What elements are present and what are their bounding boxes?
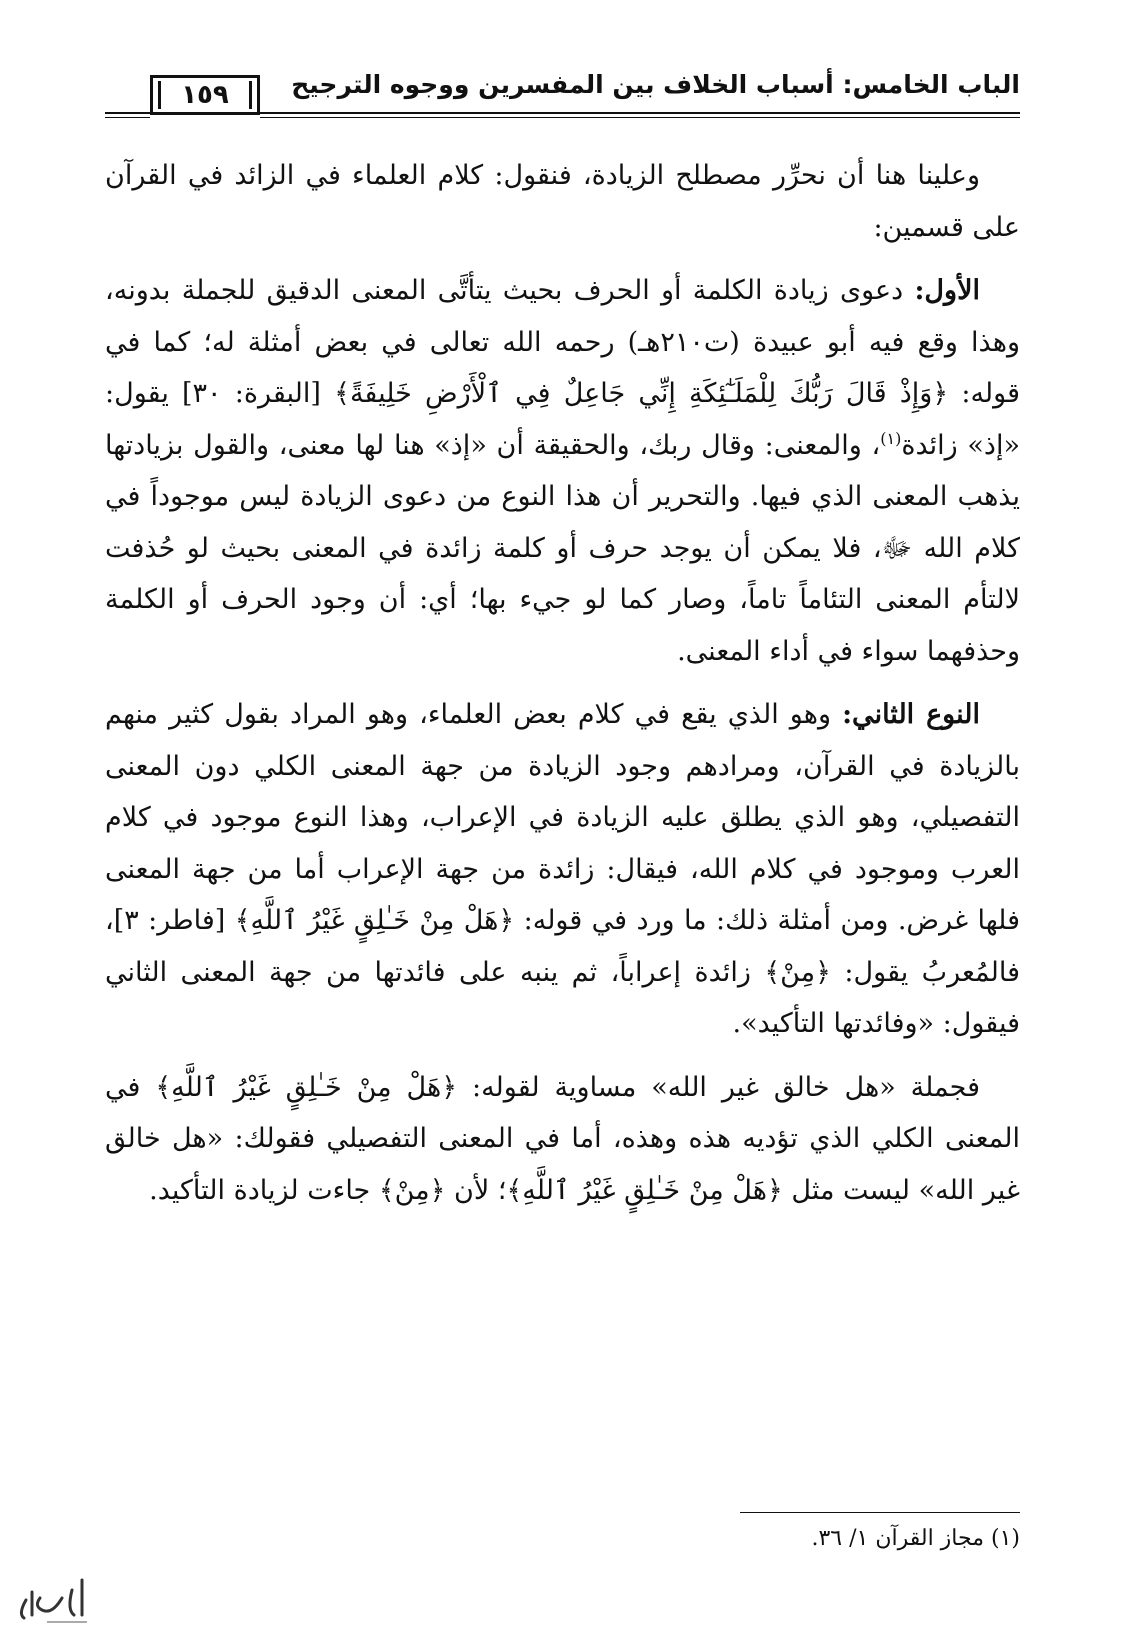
- chapter-title: الباب الخامس: أسباب الخلاف بين المفسرين ووجوه الترجيح: [291, 70, 1020, 99]
- paragraph-text: فجملة «هل خالق غير الله» مساوية لقوله:: [457, 1071, 980, 1103]
- watermark-logo-icon: [12, 1570, 92, 1630]
- running-header: [105, 60, 1020, 130]
- quran-word: ﴿مِنْ﴾: [764, 956, 831, 988]
- header-rule-left: [105, 112, 150, 118]
- paragraph-intro: وعلينا هنا أن نحرِّر مصطلح الزيادة، فنقول: كلام العلماء في الزائد في القرآن على قسمين:: [105, 160, 1020, 243]
- footnote: (١) مجاز القرآن ١/ ٣٦.: [811, 1526, 1020, 1551]
- footnote-marker: (١): [880, 428, 902, 448]
- paragraph-text: ، والمعنى: وقال ربك، والحقيقة أن «إذ» هنا لها معنى، والقول بزيادتها يذهب المعنى الذي فيها. والتحرير أن هذا النوع من دعوى الزيادة ليس موجوداً في كلام الله ﷻ، فلا يمكن أن يوجد حرف أو كلمة زائدة في المعنى بحيث لو حُذفت لالتأم المعنى التئاماً تاماً، وصار كما لو جيء بها؛ أي: أن وجود الحرف أو الكلمة وحذفهما سواء في أداء المعنى.: [105, 429, 1020, 667]
- quran-verse: ﴿هَلْ مِنْ خَـٰلِقٍ غَيْرُ ٱللَّهِ﴾: [155, 1071, 458, 1103]
- paragraph-text: ؛ لأن: [445, 1174, 507, 1206]
- quran-verse: ﴿وَإِذْ قَالَ رَبُّكَ لِلْمَلَـٰٓئِكَةِ إِنِّي جَاعِلٌ فِي ٱلْأَرْضِ خَلِيفَةً﴾: [334, 378, 949, 409]
- page-number: ١٥٩: [150, 75, 260, 115]
- paragraph-text: زائدة إعراباً، ثم ينبه على فائدتها من جهة المعنى الثاني فيقول: «وفائدتها التأكيد».: [105, 956, 1020, 1039]
- footnote-divider: [740, 1512, 1020, 1513]
- verse-reference: [البقرة: ٣٠] يقول: «إذ» زائدة: [105, 378, 1020, 461]
- paragraph-second-type: [105, 689, 1020, 1050]
- verse-reference: [فاطر: ٣]، فالمُعربُ يقول:: [105, 905, 1020, 988]
- quran-verse: ﴿هَلْ مِنْ خَـٰلِقٍ غَيْرُ ٱللَّهِ﴾: [506, 1174, 783, 1206]
- paragraph-text: دعوى زيادة الكلمة أو الحرف بحيث يتأتَّى المعنى الدقيق للجملة بدونه، وهذا وقع فيه أبو عبيدة (ت٢١٠هـ) رحمه الله تعالى في بعض أمثلة له؛ كما في قوله:: [105, 275, 1021, 409]
- paragraph-text: في المعنى الكلي الذي تؤديه هذه وهذه، أما في المعنى التفصيلي فقولك: «هل خالق غير الله» ليست مثل: [105, 1071, 1020, 1206]
- quran-verse: ﴿هَلْ مِنْ خَـٰلِقٍ غَيْرُ ٱللَّهِ﴾: [234, 905, 515, 936]
- first-type-label: الأول:: [914, 275, 980, 306]
- quran-word: ﴿مِنْ﴾: [378, 1174, 446, 1206]
- second-type-label: النوع الثاني:: [842, 699, 981, 730]
- paragraph-text: جاءت لزيادة التأكيد.: [149, 1174, 379, 1206]
- paragraph-text: وهو الذي يقع في كلام بعض العلماء، وهو المراد بقول كثير منهم بالزيادة في القرآن، ومرادهم وجود الزيادة من جهة المعنى الكلي دون المعنى التفصيلي، وهو الذي يطلق عليه الزيادة في الإعراب، وهذا النوع موجود في كلام العرب وموجود في كلام الله، فيقال: زائدة من جهة الإعراب أما من جهة المعنى فلها غرض. ومن أمثلة ذلك: ما ورد في قوله:: [105, 699, 1020, 936]
- paragraph-comparison: [105, 1062, 1020, 1217]
- header-rule-right: [260, 112, 1020, 118]
- paragraph-first-type: [105, 265, 1020, 677]
- main-text: [105, 150, 1020, 1228]
